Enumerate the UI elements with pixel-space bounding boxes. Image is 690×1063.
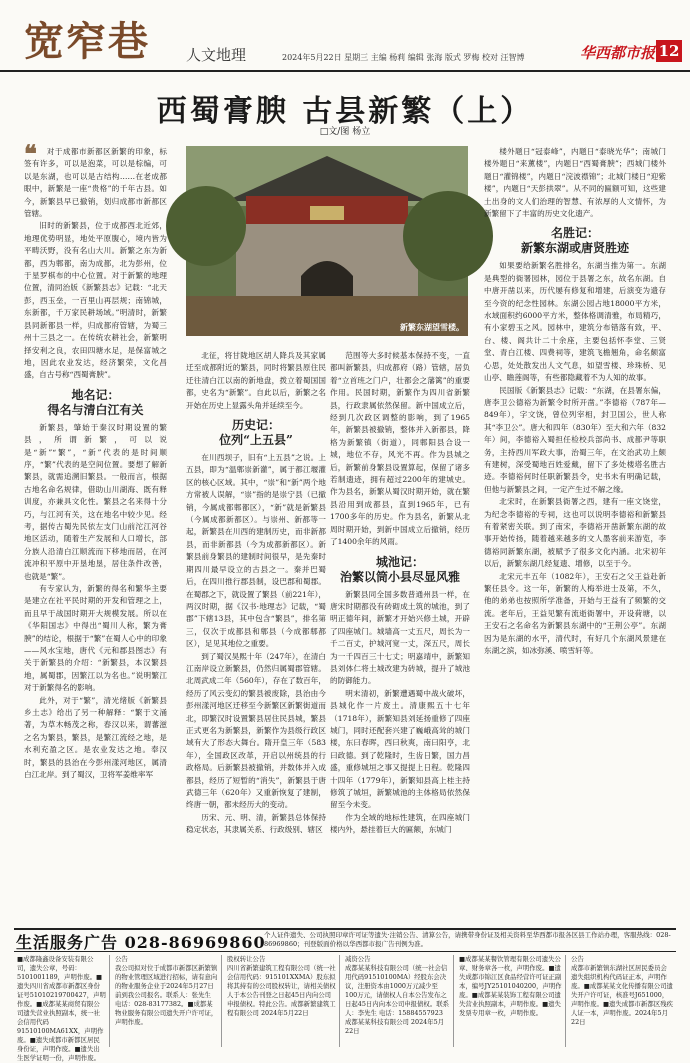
classified-ad: 公告 成都市新繁镇东湖社区居民委员会遗失组织机构代码证正本，声明作废。■成都某某文化传播有限公司遗失开户许可证，核准号J651000，声明作废。■遗失成都市新都区残疾人证一本，声明作废。2024年5月22日 xyxy=(571,955,673,1026)
paragraph: 作为全域的地标性建筑，在四座城门楼内外，悬挂着巨大的匾额，东城门 xyxy=(330,812,470,835)
subheading-city-walls: 城池记： 治繁以筒小县尽显风雅 xyxy=(339,554,460,584)
article-byline: □文/图 杨立 xyxy=(319,127,371,137)
section-subtitle: 人文地理 xyxy=(186,46,247,64)
paragraph: 范围等大多时候基本保持不变，一直都叫新繁县，归成都府（路）管辖，居负着“立首班之门户，壮都会之藩篱”的重要作用。民国时期，新繁作为四川省新繁县，行政隶属依然保留。新中国成立后，经到几次政区调整的影响，到了1965年，新繁县被撤销，整体并入新都县，降格为新繁镇（街道），同郫阳县合设一城，地位不存，风光不再。作为县城之后，新繁前身繁县设置算起，保留了诸多若制遗迹，拥有超过2200年的建城史。作为县名，新繁从蜀汉时期开始，就在繁县沿用到成都县，直到1965年，已有1700多年的历史。作为县名，新繁从北周时期开始，到新中国成立后撤销，经历了1400余年的风雨。 xyxy=(330,351,470,547)
subheading-history: 历史记： 位列“上五县” xyxy=(219,418,293,448)
paragraph: 旧时的新繁县，位于成都西北近郊，地理优势明显，地处平原腹心，境内皆为平畴沃野，没有名山大川。新繁之东为新都，西为郫都，南为成都，北为彭州，位于星罗棋布的中心位置。对于新繁的地理位置，清同治版《新繁县志》记载：“北天彭，西玉垒，一百里山再层规；南锦城，东新都，千万家民耕场域。”明清时，新繁县同新都县一样，归成都府管辖，为蜀三州十三县之一。在传统农耕社会，新繁明择安利之良，农田四塘水足，是保富城之地，因此农业发达，经济繁荣，文化昌盛，自古号称“西蜀膏腴”。 xyxy=(24,221,167,380)
classified-ad: ■成都隆鑫设备安装有限公司，遗失公章，号码：5101001189，声明作废。■遗失四川省成都市新都区身份证号51010219700427，声明作废。■成都某某商贸有限公司遗失营业执照副本，统一社会信用代码91510100MA61XX，声明作废。■遗失成都市新都区居民身份证，声明作废。■遗失出生医学证明一份，声明作废。 xyxy=(14,955,110,1047)
paragraph: 明末清初，新繁遭遇蜀中战火破坏，县城化作一片废土。清康熙五十七年（1718年），新繁知县刘延扬重修了四座城门，同时还配套兴建了巍峨高耸的城门楼，东曰春晖，西曰秋爽，南曰阳亨，北曰政德。到了乾隆时，生齿日繁，国力昌盛，重修城垣之事又提提上日程。乾隆四十四年（1779年），新繁知县高上桂主持修筑了城垣，新繁城池的主体格局依然保留至今未变。 xyxy=(330,688,470,810)
paragraph: 新繁县，肇始于秦汉时期设置的繁县，所谓新繁，可以说是“新”“繁”，“新”代表的是时间顺序，“繁”代表的是空间位置。要想了解新繁县，就需追溯旧繁县。一般而言，根据古地名命名规律，借助山川湖海、既有释训度，亦兼具文化性。繁县之名来得十分巧，与江河有关，这在地名中较少见。经考，据传古蜀先民依左支门山前沱江河谷地区活动，随着生产发展和人口增长，部分族人沿清白江顺流而下移地而居，在河流冲积平原中开垦地垦，居住条件改善，也就是“繁”。 xyxy=(24,422,167,581)
paragraph: 在川西坝子，旧有“上五县”之说。上五县，即为“温郫崇新灌”，属于都江堰灌区的核心区域。其中，“崇”和“新”两个地方常被人误解，“崇”指的是崇宁县（已撤销，今属成都郫都区），“新”就是新繁县（今属成都新都区）。与崇州、新都等一起，新繁县在川西的建制历史，而非新都县，而非新都县（今为成都新都区）。新繁县前身繁县的建制时间很早，是先秦时期四川最早设立的古县之一。秦并巴蜀后，在四川推行郡县制，设巴郡和蜀郡。在蜀郡之下，就设置了繁县（前221年），两汉时期，据《汉书·地理志》记载，“蜀郡”下辖13县，其中包含“繁县”，排名第三，仅次于成都县和郫县（今成都郫都区），足见其地位之重要。 xyxy=(186,453,326,649)
subheading-placename: 地名记： 得名与清白江有关 xyxy=(47,387,144,417)
classified-ad: 股权转让公告 四川省新繁建筑工程有限公司（统一社会信用代码：915101XXMA）股东拟将其持有的公司股权转让，请相关债权人于本公告刊登之日起45日内向公司申报债权。特此公告。成都新繁建筑工程有限公司 2024年5月22日 xyxy=(224,955,340,1047)
paragraph: 历宋、元、明、清，新繁县总体保持稳定状态，其隶属关系、行政级别、辖区 xyxy=(186,812,326,835)
text-column-1 xyxy=(24,139,167,921)
text-column-3 xyxy=(330,350,470,921)
article-photo xyxy=(186,146,468,336)
paragraph: 此外，对于“繁”，清光绪版《新繁县乡土志》给出了另一种解释：“繁于文涌著，为草木畅茂之称，春汉以来，谓蕃滋之名为繁县，繁县，是繁江流经之地，是水利充盈之区。是农业发达之地。奉汉时，繁县的县治在今彭州漾河地区，属清白江北岸。到了蜀汉，卫将军姜维率军 xyxy=(24,695,167,780)
paragraph: 楼外题日“冠泰峰”，内题日“泰晓光华”；南城门楼外题日“来薰楼”，内题日“西蜀膏腴”；西城门楼外题日“灌锦楼”，内题日“浣波襟锦”；北城门楼日“迎紫楼”，内题日“天彭拱翠”。从不同的匾额可知，这些建土出身的文人们治理的智慧、有浓厚的人文情怀，为新繁留下了丰富的历史文化遗产。 xyxy=(484,147,666,219)
paper-logo: 华西都市报 xyxy=(580,44,656,62)
paragraph: 民国版《新繁县志》记载：“东湖，在县署东偏，唐李卫公德裕为新繁令时所开凿。”李德裕（787年—849年），字文饶，曾位列宰相，封卫国公，世人称其“李卫公”。唐大和四年（830年）至大和六年（832年）间，李德裕入蜀担任检校兵部尚书、成都尹等职务，主持西川军政大事，治蜀三年，在文治武功上颇有建树，深受蜀地百姓爱戴，留下了多处楼塔名胜古迹。李德裕何时任职新繁县令，史书未有明确记载，但他与新繁县之间，一定产生过不解之缘。 xyxy=(484,385,666,494)
lead-quote-mark-icon: ❝ xyxy=(24,139,37,168)
paragraph: 北征，将甘陇地区胡人降兵及其家属迁至成都附近的繁县，同时将繁县原住民迁往清白江以南的新地盘，拨立着蜀国国都，史名为“新繁”。自此以后，新繁之名开始在历史上显露头角并延续至今。 xyxy=(186,351,326,410)
subheading-scenic-spots: 名胜记： 新繁东湖或唐贤胜迹 xyxy=(520,226,629,256)
text-column-2 xyxy=(186,350,326,921)
paragraph: 新繁县同全国多数普通州县一样，在唐宋时期都没有砖砌成土筑的城池，到了明正德年间，新繁才开始兴修土城，开辟了四座城门。城墙高一丈五尺，周长为一千二百丈，护城河宽一丈，深五尺，周长为一千四百三十七丈；明嘉靖中，新繁知县刘体仁将土城改建为砖城，提升了城池的防御能力。 xyxy=(330,589,470,686)
paragraph: 到了蜀汉昊熙十年（247年），在清白江南岸设立新繁县，仍然归属蜀郡管辖。北周武成二年（560年），存在了数百年，经历了风云变幻的繁县被废除，县治由今彭州漾河地区迁移至今新繁区新繁街道而北，即繁汉时设置繁县居住民县城，繁县正式更名为新繁县，新繁作为县级行政区域有大了形态大舞台。隋开皇三年（583年），全国政区改革，开启以州统县的行政格局。后新繁县被撤销，并数体并入成都县，经历了短暂的“消失”，新繁县于唐武德三年（620年）又重新恢复了建制，终唐一朝，都未经历大的变动。 xyxy=(186,651,326,810)
classifieds-note: 个人证件遗失、公司执照印章许可证等遗失·注销公告、清算公告，请携带身份证及相关资料至华西都市报各区县工作站办理，客服热线：028-86969860；刊登版面价格以华西都市报广告刊例为准。 xyxy=(264,931,671,948)
header-meta: 2024年5月22日 星期三 主编 杨莉 编辑 张海 版式 罗梅 校对 汪智博 xyxy=(282,53,525,62)
text-column-4 xyxy=(484,146,666,921)
classifieds-title: 生活服务广告 028-86969860 xyxy=(16,933,266,952)
page-number: 12 xyxy=(656,40,682,62)
gate-tower-illustration xyxy=(186,146,468,336)
paragraph: 如果要给新繁名胜排名，东湖当推为第一。东湖是典型的衙署园林，园位于县署之东，故名东湖。自中唐开凿以来，历代屡有修复和增建，后演变为遗存至今资的纪念性园林。东湖公园占地18000平方米，水域面积约6000平方米，整体格调清雅，布局精巧，有小家碧玉之风。园林中，建筑分布错落有致，平、台、楼、阁共计二十余座，主要包括怀李堂、三贤堂、青白江楼、四费祠等，建筑飞檐翘角，命名颇富心思，处处散发出人文气息，如望雪楼、珍珠桥、见山亭、瞻莲阁等，有些都隐藏着不为人知的故事。 xyxy=(484,261,666,383)
article-headline: 西蜀膏腴 古县新繁（上） xyxy=(156,94,534,129)
paragraph: 北宋时，在新繁县衙署之西，建有一座文饶堂，为纪念李德裕的专祠，这也可以说明李德裕和新繁县有着紧密关联。到了南宋，李德裕开凿新繁东湖的故事开始传扬，随着越来越多的文人墨客前来游览，李德裕同新繁东湖，被赋予了很多文化内涵。北宋初年以后，新繁东湖几经复遗、增修，以至于今。 xyxy=(484,497,666,569)
classified-ad: ■成都某某餐饮管理有限公司遗失公章、财务章各一枚，声明作废。■遗失成都市锦江区食品经营许可证正副本，编号JY25101040200，声明作废。■成都某某装饰工程有限公司遗失营业执照副本，声明作废。■遗失发票专用章一枚，声明作废。 xyxy=(456,955,566,1047)
paragraph: 有专家认为，新繁的得名和繁华主要是建立在社平民时期的开发和管理之上，而且早于战国时期开大规模发展。所以在《华阳国志》中得出“蜀川人称，繁为膏腴”的结论，根据于“繁”在蜀人心中的印象——风水宝地，唐代《元和郡县图志》有关于新繁县的介绍：“新繁县，本汉繁县地，属蜀郡，因繁江以为名也。”说明繁江对于新繁得名的影响。 xyxy=(24,584,167,693)
classified-ad: 公告 我公司拟对位于成都市新都区新繁镇的物业管理区域进行招标，请有意向的物业服务企业于2024年5月27日前到我公司报名。联系人：张先生 电话：028-83177382。■成都某物业服务有限公司遗失开户许可证，声明作废。 xyxy=(112,955,222,1047)
section-title: 宽窄巷 xyxy=(24,18,150,65)
classified-ad: 减资公告 成都某某科技有限公司（统一社会信用代码91510100MA）经股东会决议，注册资本由1000万元减少至100万元，请债权人自本公告发布之日起45日内向本公司申报债权。联系人：李先生 电话：15884557923 成都某某科技有限公司 2024年5月22日 xyxy=(342,955,454,1047)
paragraph: 北宋元丰五年（1082年），王安石之父王益赴新繁任县令。这一年，新繁的人梅举进士及第，不久，他的弟弟也按照所学准备，开始与王益有了频繁的交流。老年后，王益见繁有流逝衙署中，开设荷塘，以王安石之名命名为新繁县东湖中的“王荆公亭”。东湖因为是东湖的水平，清代时，有好几个东湖风景建在东湖之滨，如冰弥溪、喷雪轩等。 xyxy=(484,571,666,656)
photo-caption: 新繁东湖望雪楼。 xyxy=(400,322,464,332)
paragraph: 对于成都市新都区新繁的印象，标签有许多，可以是泡菜，可以是棕编，可以是东湖，也可以是古结构……在老成都眼中，新繁是一座“贵格”的千年古县。如今，新繁县早已撤销，划归成都市新都区管辖。 xyxy=(24,147,167,219)
